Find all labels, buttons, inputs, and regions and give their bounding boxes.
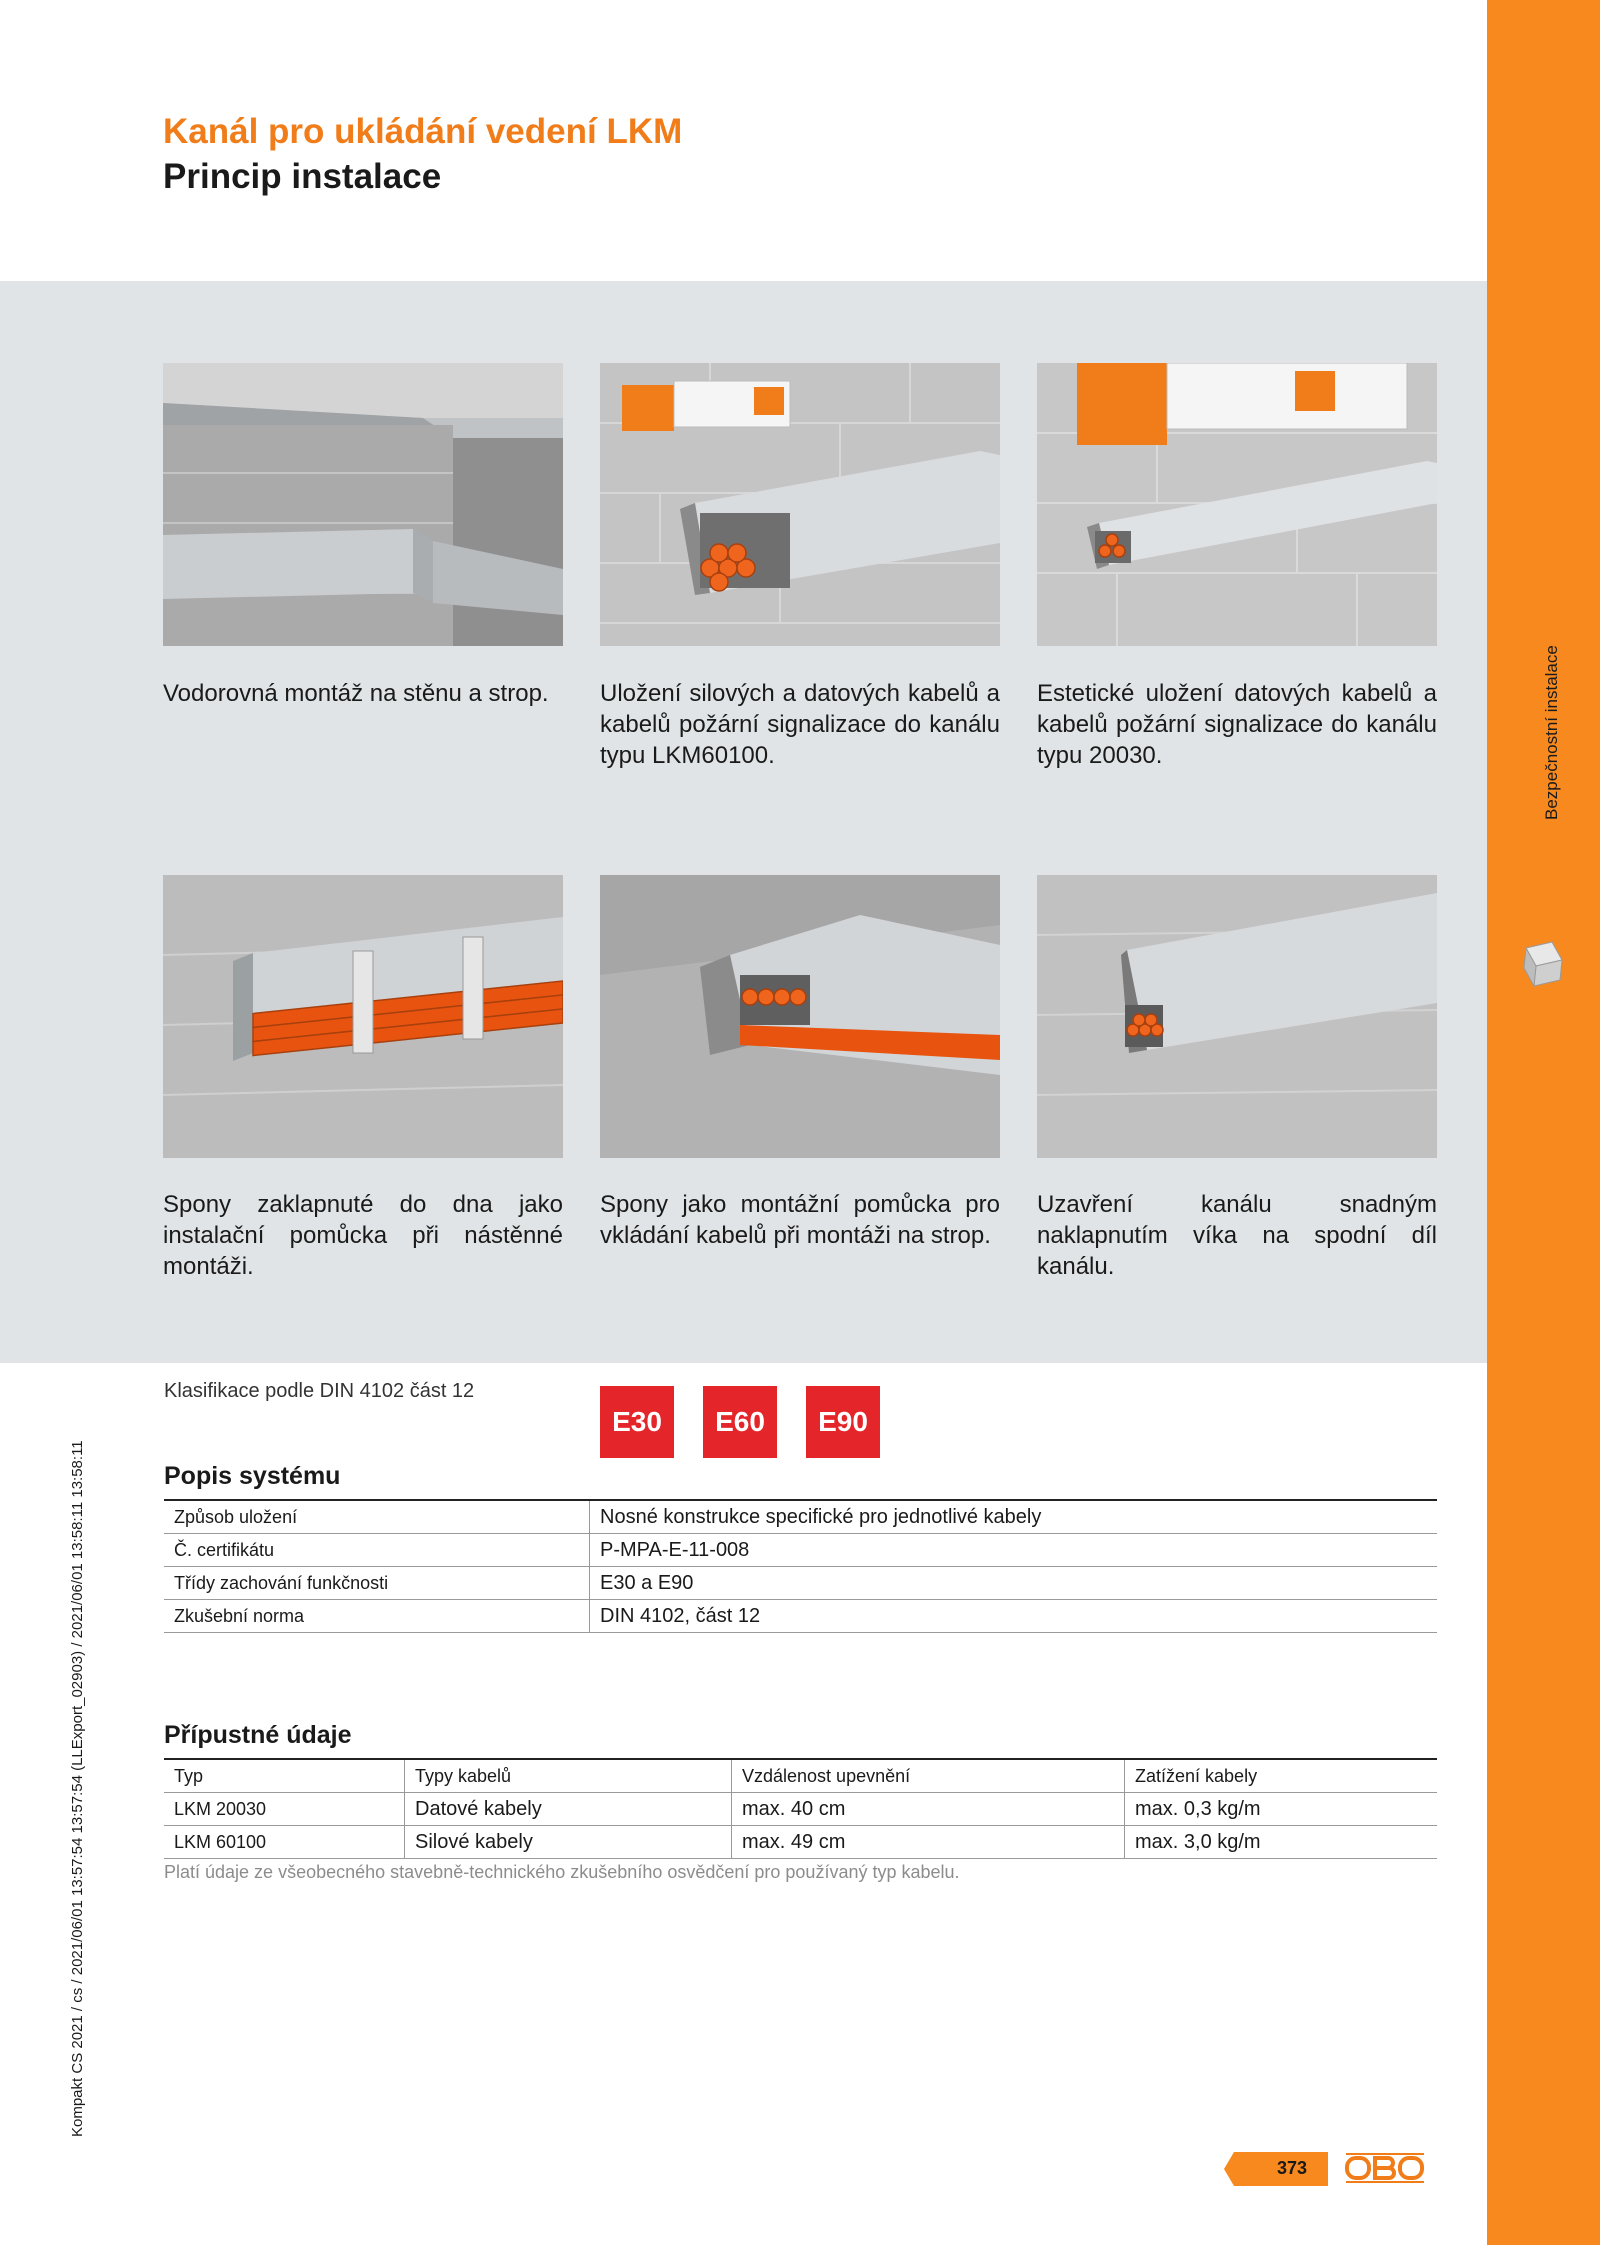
classification-label: Klasifikace podle DIN 4102 část 12 — [164, 1380, 475, 1402]
table-header-row — [164, 1759, 1437, 1793]
table-cell: max. 40 cm — [732, 1793, 1125, 1826]
photo-clips-wall-mount — [163, 875, 563, 1158]
table-cell: Datové kabely — [405, 1793, 732, 1826]
badge-e30: E30 — [600, 1386, 674, 1458]
caption-1: Vodorovná montáž na stěnu a strop. — [163, 680, 549, 707]
table-cell: LKM 60100 — [164, 1826, 405, 1859]
system-table — [164, 1499, 1437, 1633]
print-meta: Kompakt CS 2021 / cs / 2021/06/01 13:57:54 13:57:54 (LLExport_02903) / 2021/06/01 13:58:11 13:58:11 — [69, 1440, 86, 2137]
table-cell: max. 3,0 kg/m — [1125, 1826, 1438, 1859]
table-cell: LKM 20030 — [164, 1793, 405, 1826]
caption-3: Estetické uložení datových kabelů a kabelů požární signalizace do kanálu typu 20030. — [1037, 680, 1437, 769]
photo-clips-ceiling-mount — [600, 875, 1000, 1158]
column-header: Zatížení kabely — [1125, 1759, 1438, 1793]
cable-tray-icon — [1522, 940, 1564, 988]
column-header: Typ — [164, 1759, 405, 1793]
side-band — [1487, 0, 1600, 2245]
table-row — [164, 1600, 1437, 1633]
table-row — [164, 1534, 1437, 1567]
badge-e60: E60 — [703, 1386, 777, 1458]
page-title: Kanál pro ukládání vedení LKM — [163, 112, 683, 151]
table-cell: max. 0,3 kg/m — [1125, 1793, 1438, 1826]
caption-6: Uzavření kanálu snadným naklapnutím víka na spodní díl kanálu. — [1037, 1191, 1437, 1280]
table-cell: P-MPA-E-11-008 — [590, 1534, 1438, 1567]
badge-e90: E90 — [806, 1386, 880, 1458]
table-cell: Nosné konstrukce specifické pro jednotlivé kabely — [590, 1500, 1438, 1534]
table-cell: DIN 4102, část 12 — [590, 1600, 1438, 1633]
table-row — [164, 1500, 1437, 1534]
side-section-label: Bezpečnostní instalace — [1542, 645, 1561, 820]
caption-4: Spony zaklapnuté do dna jako instalační pomůcka při nástěnné montáži. — [163, 1191, 563, 1280]
column-header: Typy kabelů — [405, 1759, 732, 1793]
page-subtitle: Princip instalace — [163, 157, 442, 196]
table-cell: E30 a E90 — [590, 1567, 1438, 1600]
obo-logo — [1344, 2151, 1426, 2185]
photo-wall-ceiling-mount — [163, 363, 563, 646]
table-cell: Třídy zachování funkčnosti — [164, 1567, 590, 1600]
photo-closing-lid — [1037, 875, 1437, 1158]
photo-lkm60100-wall — [600, 363, 1000, 646]
photo-lkm20030-wall — [1037, 363, 1437, 646]
page-number: 373 — [1276, 2158, 1308, 2178]
system-heading: Popis systému — [164, 1462, 341, 1490]
table-cell: Silové kabely — [405, 1826, 732, 1859]
table-row — [164, 1793, 1437, 1826]
table-cell: max. 49 cm — [732, 1826, 1125, 1859]
table-row — [164, 1567, 1437, 1600]
footnote: Platí údaje ze všeobecného stavebně-technického zkušebního osvědčení pro používaný typ kabelu. — [164, 1862, 960, 1882]
table-cell: Zkušební norma — [164, 1600, 590, 1633]
caption-2: Uložení silových a datových kabelů a kabelů požární signalizace do kanálu typu LKM60100. — [600, 680, 1000, 769]
admissible-table — [164, 1758, 1437, 1859]
column-header: Vzdálenost upevnění — [732, 1759, 1125, 1793]
table-cell: Způsob uložení — [164, 1500, 590, 1534]
admissible-heading: Přípustné údaje — [164, 1721, 352, 1749]
table-cell: Č. certifikátu — [164, 1534, 590, 1567]
caption-5: Spony jako montážní pomůcka pro vkládání kabelů při montáži na strop. — [600, 1191, 1000, 1249]
table-row — [164, 1826, 1437, 1859]
